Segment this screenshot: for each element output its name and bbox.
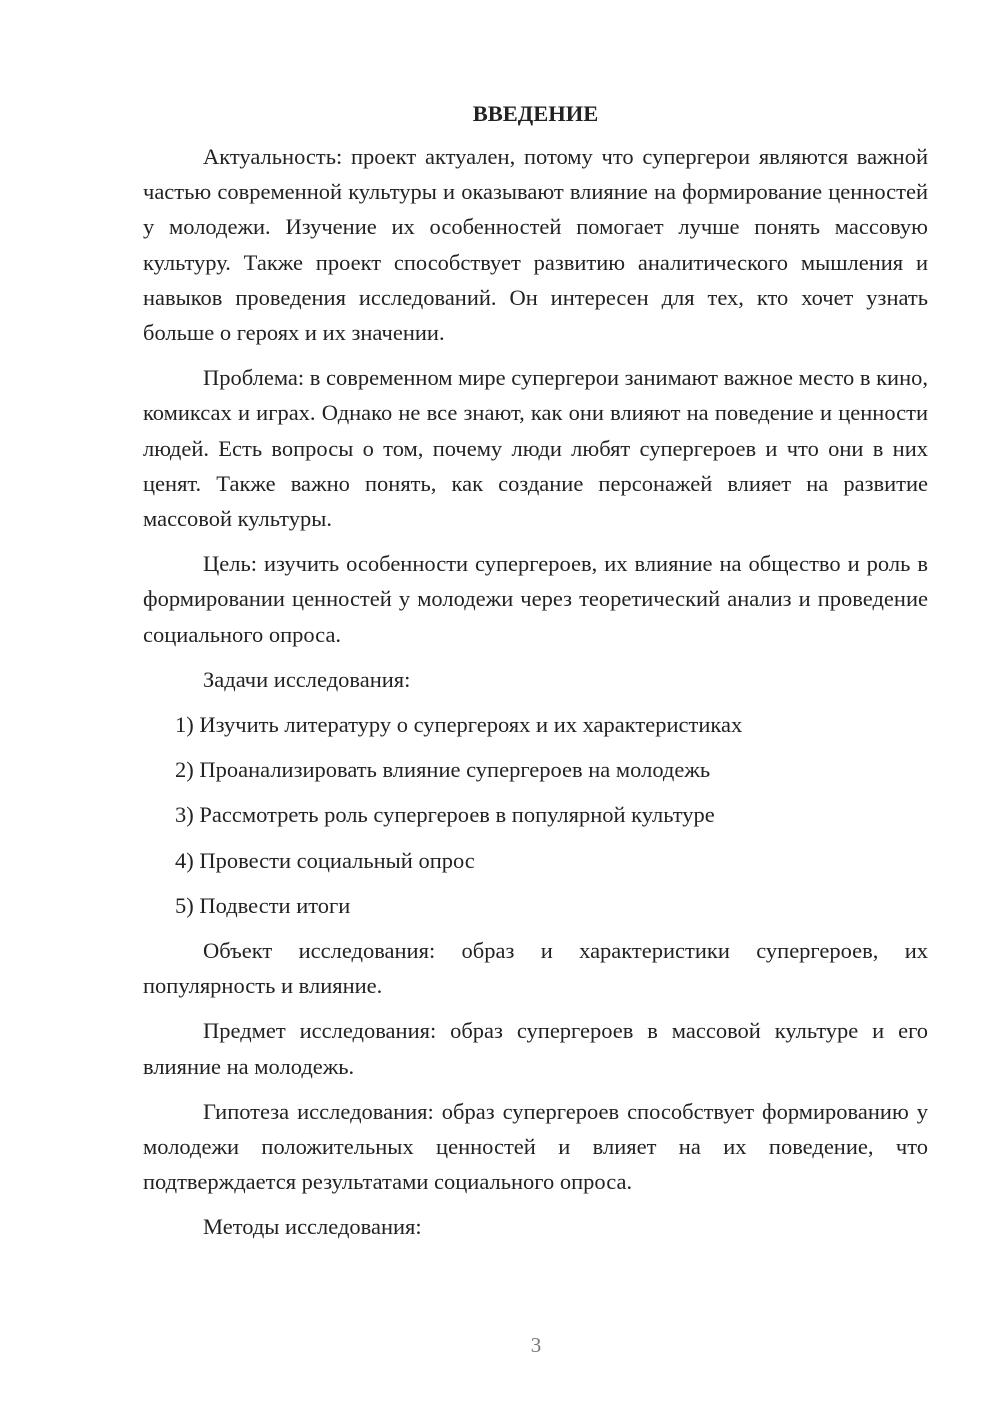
paragraph-problem: Проблема: в современном мире супергерои занимают важное место в кино, комиксах и играх. Однако не все знают, как они влияют на поведение и ценности людей. Есть вопросы о том, почему люди любят супергероев и что они в них ценят. Также важно понять, как создание персонажей влияет на развитие массовой культуры.: [143, 365, 928, 532]
paragraph-relevance: Актуальность: проект актуален, потому что супергерои являются важной частью современной культуры и оказывают влияние на формирование ценностей у молодежи. Изучение их особенностей помогает лучше понять массовую культуру. Также проект способствует развитию аналитического мышления и навыков проведения исследований. Он интересен для тех, кто хочет узнать больше о героях и их значении.: [143, 144, 928, 346]
paragraph-goal: Цель: изучить особенности супергероев, их влияние на общество и роль в формировании ценностей у молодежи через теоретический анализ и проведение социального опроса.: [143, 551, 928, 647]
section-title: ВВЕДЕНИЕ: [472, 101, 599, 126]
task-item-1: 1) Изучить литературу о супергероях и их характеристиках: [175, 712, 743, 738]
task-list: [143, 707, 928, 923]
paragraph-object: Объект исследования: образ и характеристики супергероев, их популярность и влияние.: [143, 938, 928, 999]
tasks-heading: Задачи исследования:: [203, 666, 411, 692]
paragraph-subject: Предмет исследования: образ супергероев в массовой культуре и его влияние на молодежь.: [143, 1018, 928, 1079]
methods-heading: Методы исследования:: [203, 1214, 422, 1240]
page-number: 3: [530, 1333, 542, 1357]
task-item-3: 3) Рассмотреть роль супергероев в популярной культуре: [175, 802, 715, 828]
task-item-5: 5) Подвести итоги: [175, 892, 351, 918]
paragraph-hypothesis: Гипотеза исследования: образ супергероев способствует формированию у молодежи положительных ценностей и влияет на их поведение, что подтверждается результатами социального опроса.: [143, 1098, 928, 1195]
task-item-2: 2) Проанализировать влияние супергероев на молодежь: [175, 757, 711, 783]
document-page: [143, 96, 928, 1255]
task-item-4: 4) Провести социальный опрос: [175, 847, 475, 873]
